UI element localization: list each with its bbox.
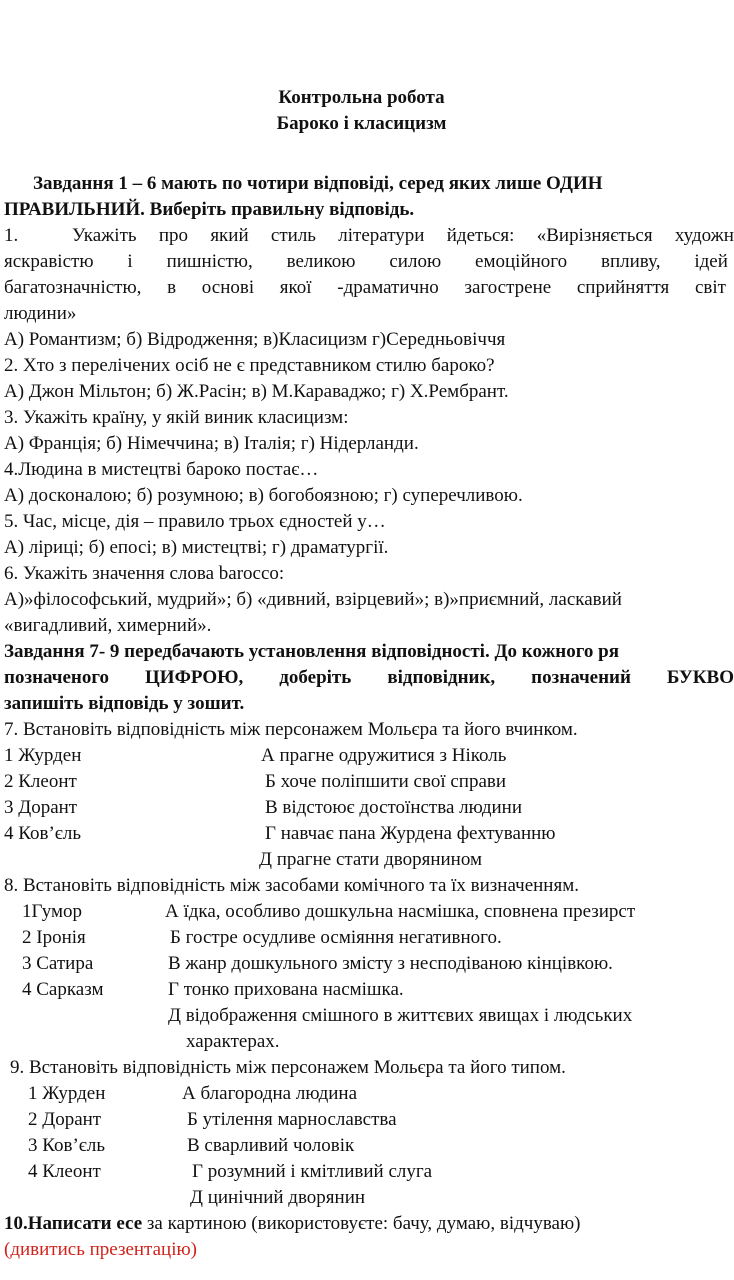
q8-right-item: В жанр дошкульного змісту з несподіваною кінцівкою. <box>168 953 613 974</box>
q7-left-item: 1 Журден <box>4 745 82 766</box>
q7-question: 7. Встановіть відповідність між персонажем Мольєра та його вчинком. <box>4 719 578 740</box>
q8-left-item: 4 Сарказм <box>22 979 104 1000</box>
q6-question: 6. Укажіть значення слова barocco: <box>4 563 285 584</box>
q9-right-item: Г розумний і кмітливий слуга <box>192 1161 433 1182</box>
q1-word: стиль <box>270 225 316 246</box>
q9-left-item: 3 Ков’єль <box>28 1135 106 1156</box>
q9-right-item: Б утілення марнославства <box>187 1109 397 1130</box>
q1-line1 <box>72 224 734 248</box>
q9-right-item: А благородна людина <box>182 1083 358 1104</box>
q1-number: 1. <box>4 225 19 246</box>
document-title: Контрольна робота <box>278 87 445 108</box>
q9-right-item: В сварливий чоловік <box>187 1135 355 1156</box>
section2-instruction-line1: Завдання 7- 9 передбачають установлення відповідності. До кожного ря <box>4 641 619 662</box>
q2-answers: А) Джон Мільтон; б) Ж.Расін; в) М.Караваджо; г) Х.Рембрант. <box>4 381 509 402</box>
q1-answers: А) Романтизм; б) Відродження; в)Класицизм г)Середньовіччя <box>4 329 506 350</box>
q1-word: сприйняття <box>576 277 670 298</box>
q8-question: 8. Встановіть відповідність між засобами комічного та їх визначенням. <box>4 875 579 896</box>
q7-right-item: Д прагне стати дворянином <box>259 849 482 870</box>
q8-right-item: Г тонко прихована насмішка. <box>168 979 404 1000</box>
q7-right-item: В відстоює достоїнства людини <box>265 797 523 818</box>
q8-right-item-continued: характерах. <box>186 1031 280 1052</box>
section2-word: доберіть <box>279 667 352 688</box>
q1-word: світ <box>695 277 726 298</box>
q1-word: загострене <box>464 277 552 298</box>
q7-right-item: А прагне одружитися з Ніколь <box>261 745 507 766</box>
q7-left-item: 3 Дорант <box>4 797 78 818</box>
section1-instruction-line2: ПРАВИЛЬНИЙ. Виберіть правильну відповідь. <box>4 199 415 220</box>
q1-word: пишністю, <box>166 251 253 272</box>
section2-word: позначений <box>531 667 631 688</box>
q10-presentation-note: (дивитись презентацію) <box>4 1239 197 1260</box>
q5-answers: А) ліриці; б) епосі; в) мистецтві; г) драматургії. <box>4 537 389 558</box>
q4-answers: А) досконалою; б) розумною; в) богобоязною; г) суперечливою. <box>4 485 523 506</box>
section2-word: відповідник, <box>387 667 496 688</box>
q3-question: 3. Укажіть країну, у якій виник класицизм: <box>4 407 349 428</box>
q1-word: емоційного <box>475 251 568 272</box>
q1-word: Укажіть <box>72 225 137 246</box>
q1-line3 <box>4 276 726 300</box>
q1-word: основі <box>201 277 255 298</box>
q5-question: 5. Час, місце, дія – правило трьох єдностей у… <box>4 511 386 532</box>
section2-instruction-line2 <box>4 666 734 690</box>
q7-left-item: 2 Клеонт <box>4 771 77 792</box>
q1-word: про <box>158 225 189 246</box>
q7-right-item: Б хоче поліпшити свої справи <box>265 771 507 792</box>
q1-word: «Вирізняється <box>536 225 653 246</box>
q8-right-item: Б гостре осудливе осміяння негативного. <box>170 927 502 948</box>
q1-word: ідей <box>694 251 728 272</box>
q1-word: і <box>127 251 133 272</box>
q10-task <box>4 1212 581 1236</box>
section2-word: ЦИФРОЮ, <box>145 667 244 688</box>
q10-task-text: за картиною (використовуєте: бачу, думаю, відчуваю) <box>142 1213 581 1234</box>
q1-word: багатозначністю, <box>4 277 142 298</box>
q9-left-item: 2 Дорант <box>28 1109 102 1130</box>
q3-answers: А) Франція; б) Німеччина; в) Італія; г) Нідерланди. <box>4 433 419 454</box>
q6-answers-line1: А)»філософський, мудрий»; б) «дивний, взірцевий»; в)»приємний, ласкавий <box>4 589 622 610</box>
q8-left-item: 1Гумор <box>22 901 83 922</box>
document-subtitle: Бароко і класицизм <box>276 113 447 134</box>
q1-word: йдеться: <box>446 225 515 246</box>
q1-word: -драматично <box>337 277 439 298</box>
q1-word: впливу, <box>601 251 661 272</box>
q2-question: 2. Хто з перелічених осіб не є представником стилю бароко? <box>4 355 495 376</box>
section2-instruction-line3: запишіть відповідь у зошит. <box>4 693 245 714</box>
section2-word: БУКВО <box>666 667 734 688</box>
q4-question: 4.Людина в мистецтві бароко постає… <box>4 459 319 480</box>
q9-right-item: Д цинічний дворянин <box>190 1187 366 1208</box>
section1-instruction-line1: Завдання 1 – 6 мають по чотири відповіді, серед яких лише ОДИН <box>33 173 603 194</box>
q1-line4: людини» <box>4 303 77 324</box>
q1-line2 <box>4 250 728 274</box>
q1-word: в <box>167 277 177 298</box>
q1-word: великою <box>286 251 356 272</box>
q8-left-item: 2 Іронія <box>22 927 86 948</box>
q7-right-item: Г навчає пана Журдена фехтуванню <box>265 823 556 844</box>
q9-question: 9. Встановіть відповідність між персонажем Мольєра та його типом. <box>10 1057 566 1078</box>
q9-left-item: 1 Журден <box>28 1083 106 1104</box>
q1-word: силою <box>389 251 442 272</box>
q7-left-item: 4 Ков’єль <box>4 823 82 844</box>
section2-word: позначеного <box>4 667 110 688</box>
q9-left-item: 4 Клеонт <box>28 1161 101 1182</box>
q1-word: літератури <box>338 225 425 246</box>
q1-word: якої <box>279 277 312 298</box>
q10-task-label: 10.Написати есе <box>4 1213 143 1234</box>
q8-right-item: А їдка, особливо дошкульна насмішка, сповнена презирст <box>165 901 636 922</box>
q8-right-item: Д відображення смішного в життєвих явищах і людських <box>168 1005 633 1026</box>
q1-word: який <box>210 225 249 246</box>
q6-answers-line2: «вигадливий, химерний». <box>4 615 212 636</box>
q8-left-item: 3 Сатира <box>22 953 94 974</box>
q1-word: художн <box>674 225 734 246</box>
q1-word: яскравістю <box>4 251 94 272</box>
